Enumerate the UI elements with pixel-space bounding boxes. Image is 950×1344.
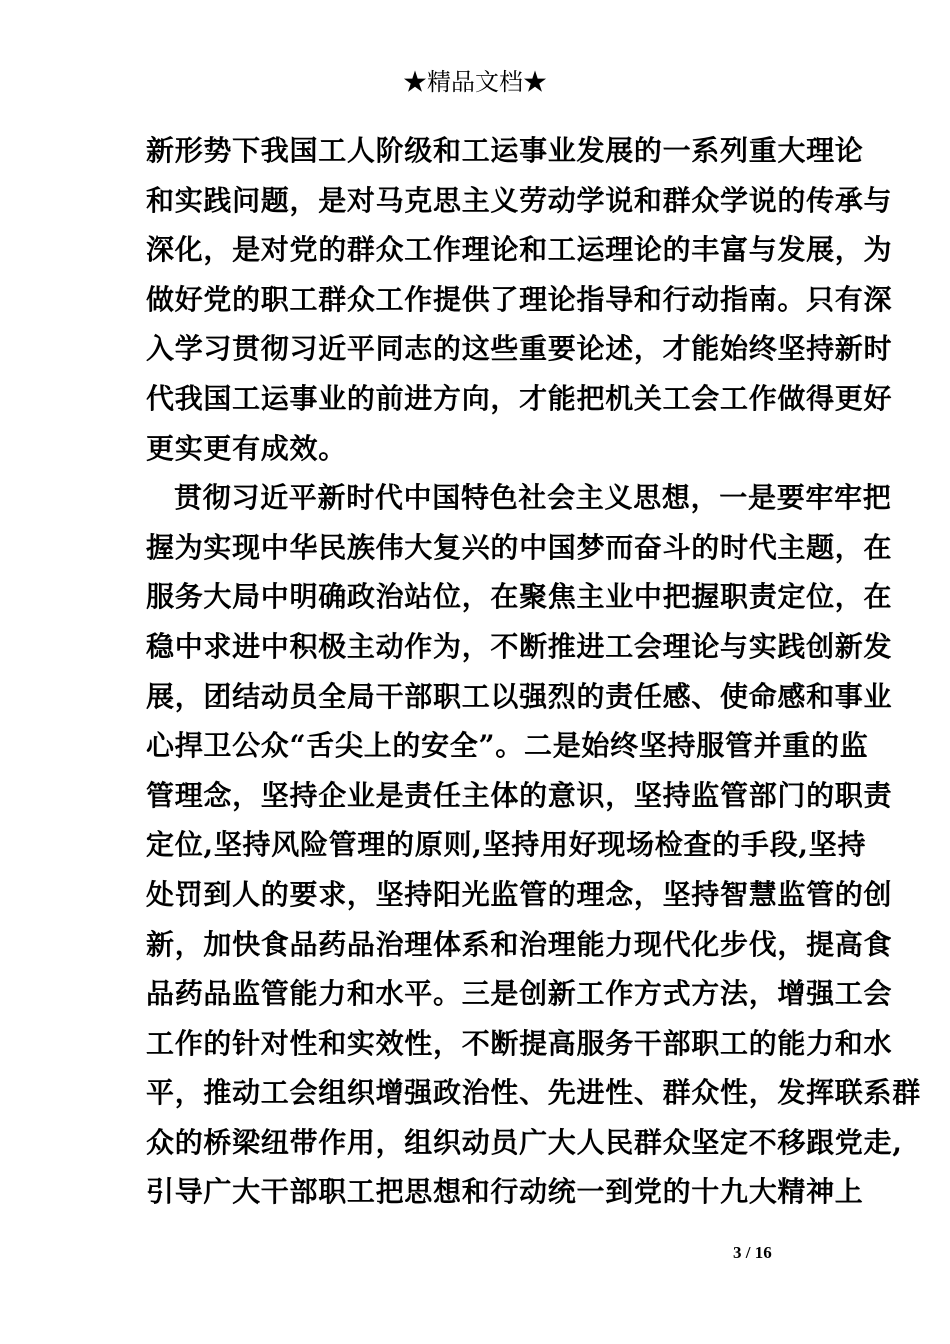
page-number: 3 / 16 [733, 1243, 772, 1262]
body-text [146, 126, 921, 1217]
text-line: 做好党的职工群众工作提供了理论指导和行动指南。只有深 [146, 282, 893, 316]
text-line: 更实更有成效。 [146, 431, 347, 465]
text-line: 新，加快食品药品治理体系和治理能力现代化步伐，提高食 [146, 927, 893, 961]
text-line: 展，团结动员全局干部职工以强烈的责任感、使命感和事业 [146, 679, 893, 713]
text-line: 新形势下我国工人阶级和工运事业发展的一系列重大理论 [146, 134, 864, 167]
text-line: 工作的针对性和实效性，不断提高服务干部职工的能力和水 [146, 1026, 893, 1060]
text-line: 处罚到人的要求，坚持阳光监管的理念，坚持智慧监管的创 [146, 877, 893, 911]
text-line: 众的桥梁纽带作用，组织动员广大人民群众坚定不移跟党走, [146, 1125, 903, 1159]
paragraph-first-line: 贯彻习近平新时代中国特色社会主义思想，一是要牢牢把 [174, 481, 892, 515]
text-line: 管理念，坚持企业是责任主体的意识，坚持监管部门的职责 [146, 778, 893, 812]
text-line: 服务大局中明确政治站位，在聚焦主业中把握职责定位，在 [146, 580, 893, 614]
text-line: 握为实现中华民族伟大复兴的中国梦而奋斗的时代主题，在 [146, 530, 893, 564]
text-line: 平，推动工会组织增强政治性、先进性、群众性，发挥联系群 [146, 1076, 921, 1110]
text-line: 代我国工运事业的前进方向，才能把机关工会工作做得更好 [146, 381, 893, 415]
text-line: 入学习贯彻习近平同志的这些重要论述，才能始终坚持新时 [146, 332, 893, 366]
text-line: 心捍卫公众“舌尖上的安全”。二是始终坚持服管并重的监 [146, 729, 869, 763]
text-line: 和实践问题，是对马克思主义劳动学说和群众学说的传承与 [146, 183, 893, 217]
page-header: ★精品文档★ [403, 68, 547, 96]
text-line: 引导广大干部职工把思想和行动统一到党的十九大精神上 [146, 1175, 864, 1209]
text-line: 稳中求进中积极主动作为，不断推进工会理论与实践创新发 [146, 629, 893, 663]
text-line: 品药品监管能力和水平。三是创新工作方式方法，增强工会 [146, 977, 893, 1011]
text-line: 深化，是对党的群众工作理论和工运理论的丰富与发展，为 [146, 233, 893, 267]
text-line: 定位,坚持风险管理的原则,坚持用好现场检查的手段,坚持 [146, 828, 867, 862]
